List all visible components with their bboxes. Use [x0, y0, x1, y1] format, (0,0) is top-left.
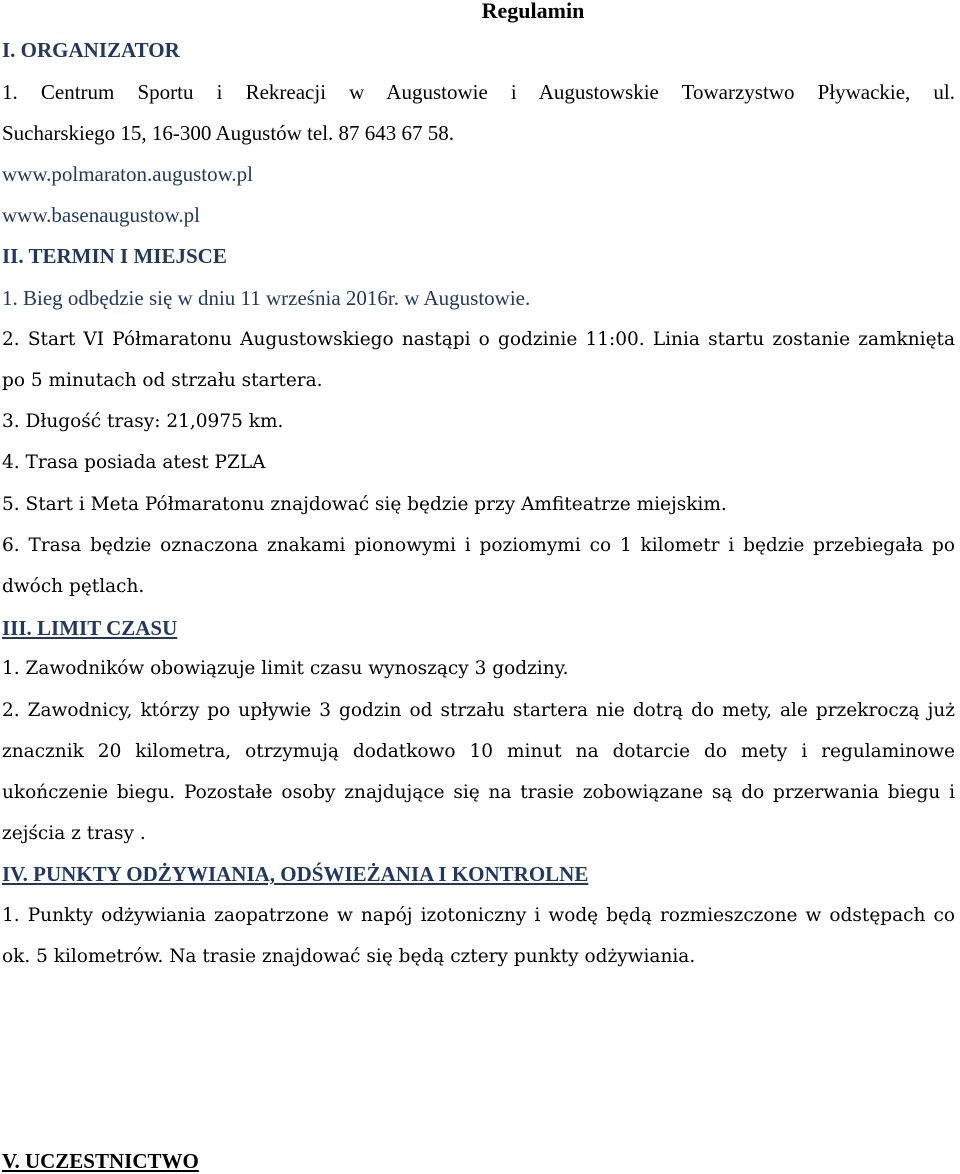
- limit-item-1: 1. Zawodników obowiązuje limit czasu wynoszący 3 godziny.: [2, 658, 569, 679]
- punkty-item-1-line-1: 1. Punkty odżywiania zaopatrzone w napój izotoniczny i wodę będą rozmieszczone w odstępach co: [2, 905, 955, 926]
- section-heading-punkty: IV. PUNKTY ODŻYWIANIA, ODŚWIEŻANIA I KONTROLNE: [2, 862, 589, 886]
- organizer-line-2: Sucharskiego 15, 16-300 Augustów tel. 87 643 67 58.: [2, 121, 455, 145]
- link-polmaraton[interactable]: www.polmaraton.augustow.pl: [2, 162, 253, 186]
- termin-item-6-line-1: 6. Trasa będzie oznaczona znakami pionowymi i poziomymi co 1 kilometr i będzie przebiegała po: [2, 535, 955, 556]
- termin-item-1: 1. Bieg odbędzie się w dniu 11 września 2016r. w Augustowie.: [2, 286, 531, 310]
- link-basen[interactable]: www.basenaugustow.pl: [2, 203, 200, 227]
- limit-item-2-line-2: znacznik 20 kilometra, otrzymują dodatkowo 10 minut na dotarcie do mety i regulaminowe: [2, 741, 955, 762]
- punkty-item-1-line-2: ok. 5 kilometrów. Na trasie znajdować się będą cztery punkty odżywiania.: [2, 946, 696, 967]
- termin-item-2-line-2: po 5 minutach od strzału startera.: [2, 370, 323, 391]
- section-heading-termin: II. TERMIN I MIEJSCE: [2, 244, 227, 268]
- section-heading-uczestnictwo: V. UCZESTNICTWO: [2, 1149, 199, 1173]
- limit-item-2-line-1: 2. Zawodnicy, którzy po upływie 3 godzin od strzału startera nie dotrą do mety, ale przekroczą już: [2, 700, 955, 721]
- section-heading-limit: III. LIMIT CZASU: [2, 616, 178, 640]
- section-heading-organizator: I. ORGANIZATOR: [2, 38, 180, 62]
- organizer-line-1: 1. Centrum Sportu i Rekreacji w Augustowie i Augustowskie Towarzystwo Pływackie, ul.: [2, 80, 955, 104]
- termin-item-6-line-2: dwóch pętlach.: [2, 576, 145, 597]
- termin-item-5: 5. Start i Meta Półmaratonu znajdować się będzie przy Amfiteatrze miejskim.: [2, 494, 727, 515]
- document-title: Regulamin: [481, 0, 585, 23]
- limit-item-2-line-4: zejścia z trasy .: [2, 823, 146, 844]
- limit-item-2-line-3: ukończenie biegu. Pozostałe osoby znajdujące się na trasie zobowiązane są do przerwania biegu i: [2, 782, 955, 803]
- termin-item-4: 4. Trasa posiada atest PZLA: [2, 452, 266, 473]
- termin-item-2-line-1: 2. Start VI Półmaratonu Augustowskiego nastąpi o godzinie 11:00. Linia startu zostanie zamknięta: [2, 329, 955, 350]
- termin-item-3: 3. Długość trasy: 21,0975 km.: [2, 411, 284, 432]
